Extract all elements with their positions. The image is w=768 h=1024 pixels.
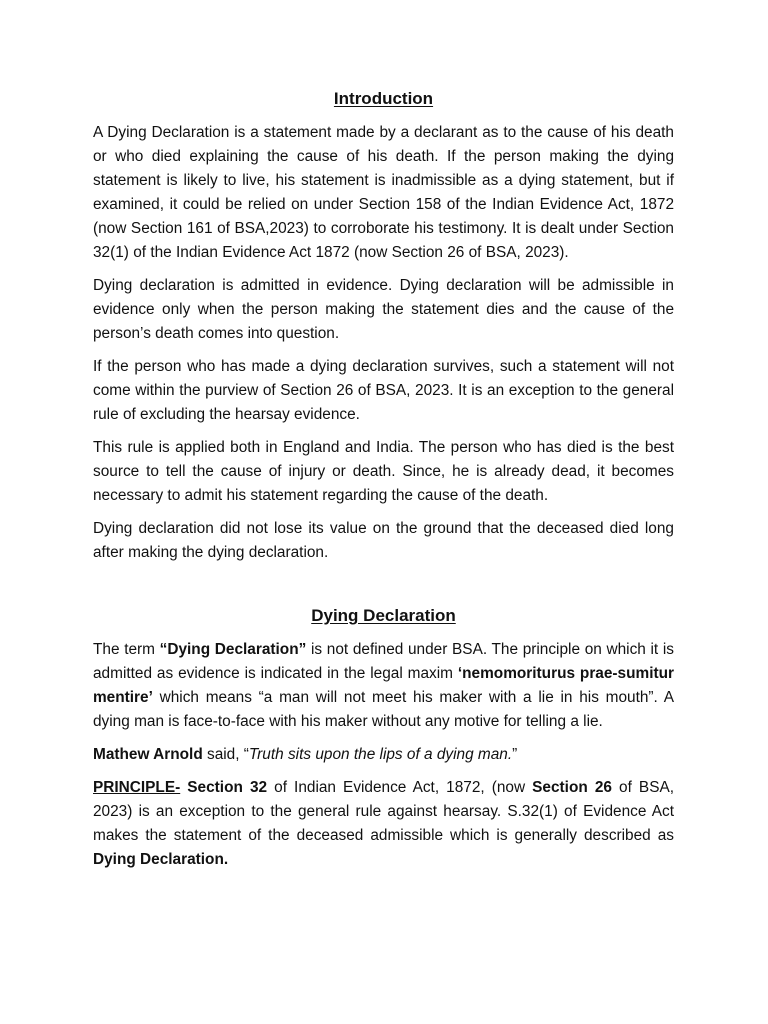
term-paragraph	[93, 638, 674, 734]
quote-text: Truth sits upon the lips of a dying man.	[248, 746, 513, 763]
introduction-heading: Introduction	[333, 89, 434, 108]
intro-paragraph-2: Dying declaration is admitted in evidence. Dying declaration will be admissible in evidence only when the person making the statement dies and the cause of the person’s death comes into question.	[93, 277, 674, 342]
quote-author: Mathew Arnold	[93, 746, 203, 763]
term-text-3: which means “a man will not meet his maker with a lie in his mouth”. A dying man is face-to-face with his maker without any motive for telling a lie.	[93, 689, 674, 730]
intro-paragraph-5: Dying declaration did not lose its value on the ground that the deceased died long after making the dying declaration.	[93, 520, 674, 561]
principle-bold-section-26: Section 26	[532, 779, 612, 796]
document-page	[93, 86, 674, 881]
principle-label-text: PRINCIPLE-	[93, 779, 181, 796]
principle-text-2: of BSA, 2023) is an exception to the general rule against hearsay. S.32(1) of Evidence Act makes the statement of the deceased admissible which is generally described as	[93, 779, 674, 844]
term-text-2: is not defined under BSA. The principle on which it is admitted as evidence is indicated in the legal maxim	[93, 641, 674, 682]
quote-close: ”	[512, 746, 518, 763]
quote-said: said, “	[202, 746, 249, 763]
quote-paragraph	[93, 743, 674, 767]
principle-label	[93, 779, 180, 796]
term-bold-maxim: ‘nemomoriturus prae-sumitur mentire’	[93, 665, 674, 706]
intro-paragraph-4: This rule is applied both in England and India. The person who has died is the best source to tell the cause of injury or death. Since, he is already dead, it becomes necessary to admit his statement regarding the cause of the death.	[93, 439, 674, 504]
term-bold-dying-declaration: “Dying Declaration”	[159, 641, 307, 658]
dying-declaration-heading: Dying Declaration	[311, 606, 456, 625]
principle-paragraph	[93, 776, 674, 872]
principle-text-1: of Indian Evidence Act, 1872, (now	[267, 779, 533, 796]
term-text-1: The term	[93, 641, 160, 658]
intro-paragraph-3: If the person who has made a dying declaration survives, such a statement will not come within the purview of Section 26 of BSA, 2023. It is an exception to the general rule of excluding the hearsay evidence.	[93, 358, 674, 423]
intro-paragraph-1: A Dying Declaration is a statement made by a declarant as to the cause of his death or who died explaining the cause of his death. If the person making the dying statement is likely to live, his statement is inadmissible as a dying statement, but if examined, it could be relied on under Section 158 of the Indian Evidence Act, 1872 (now Section 161 of BSA,2023) to corroborate his testimony. It is dealt under Section 32(1) of the Indian Evidence Act 1872 (now Section 26 of BSA, 2023).	[93, 124, 674, 261]
principle-bold-section-32: Section 32	[187, 779, 268, 796]
principle-bold-dying-declaration: Dying Declaration.	[93, 851, 229, 868]
